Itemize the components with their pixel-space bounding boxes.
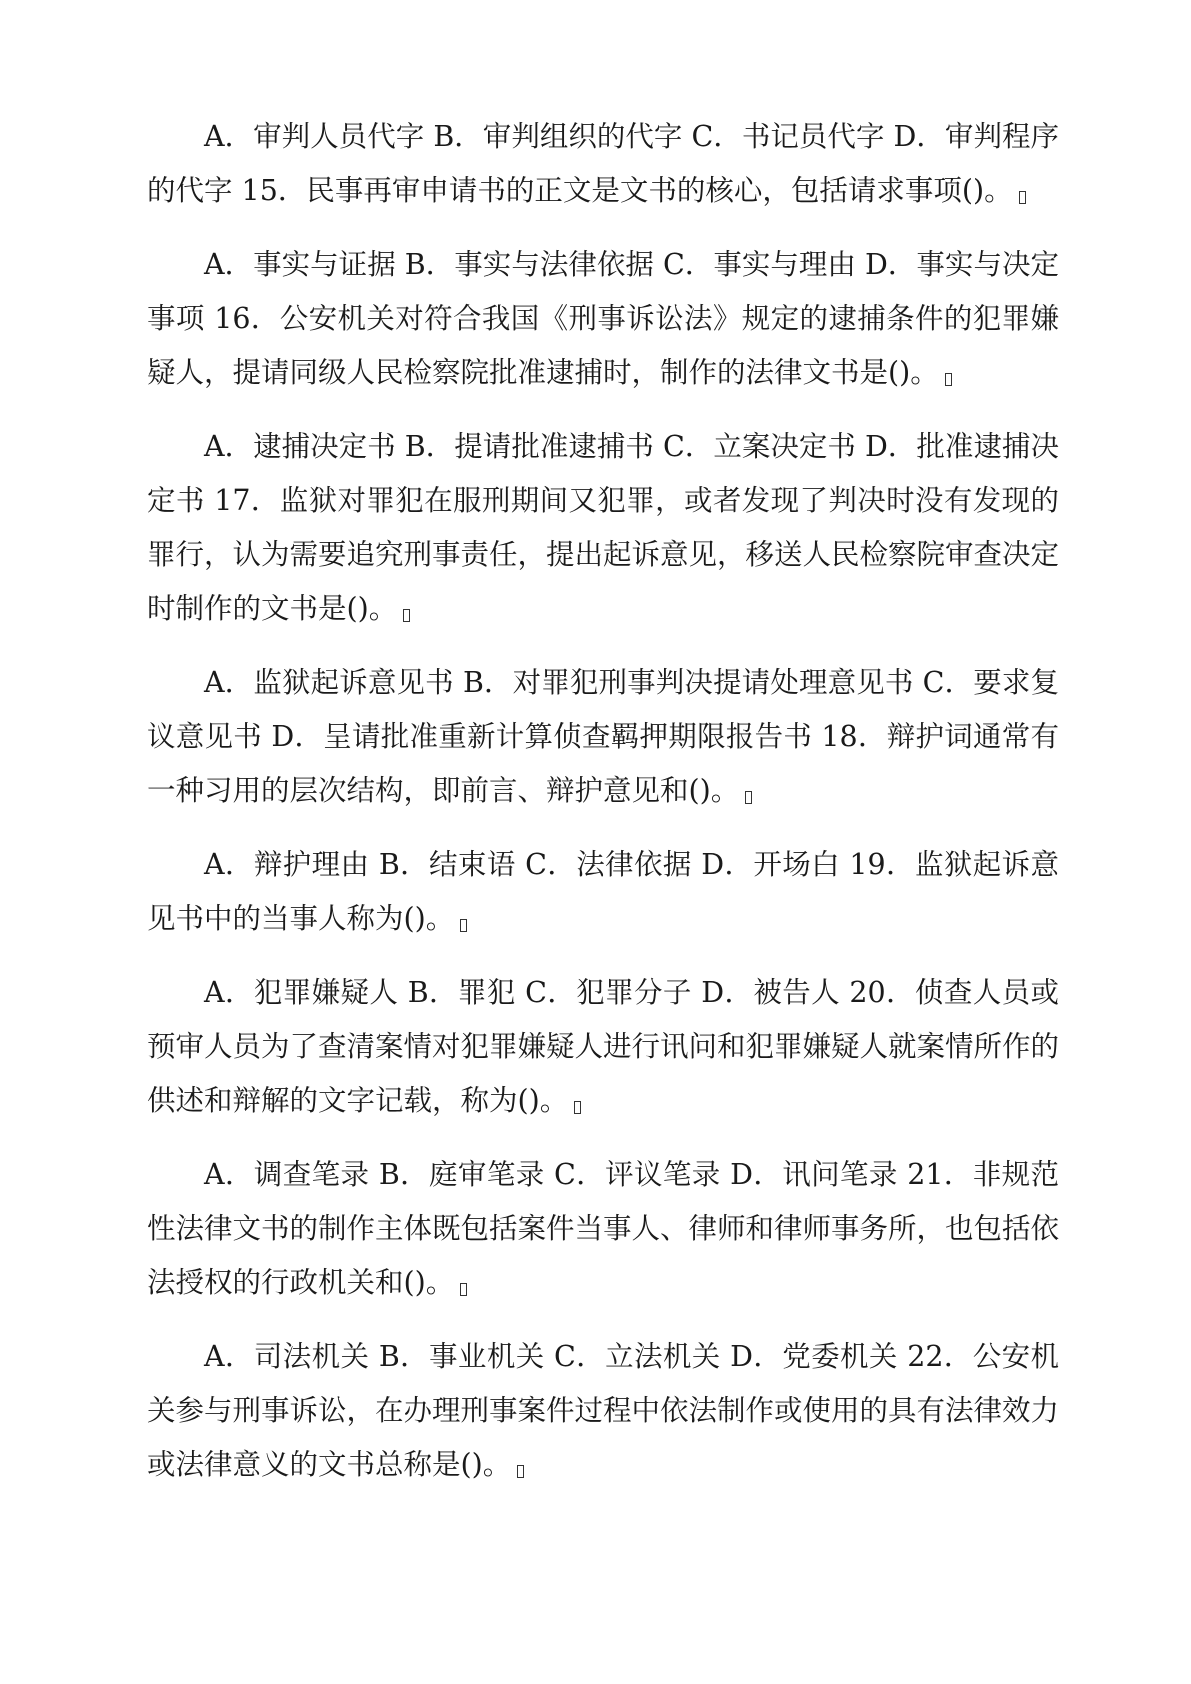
paragraph-4 [147, 656, 1059, 818]
paragraph-end-mark-icon [1019, 191, 1026, 204]
paragraph-1 [147, 110, 1059, 218]
paragraph-2 [147, 238, 1059, 400]
paragraph-7 [147, 1148, 1059, 1310]
paragraph-text: A．事实与证据 B．事实与法律依据 C．事实与理由 D．事实与决定事项 16．公安机关对符合我国《刑事诉讼法》规定的逮捕条件的犯罪嫌疑人，提请同级人民检察院批准逮捕时，制作的法律文书是()。 [147, 248, 1059, 389]
paragraph-text: A．调查笔录 B．庭审笔录 C．评议笔录 D．讯问笔录 21．非规范性法律文书的制作主体既包括案件当事人、律师和律师事务所，也包括依法授权的行政机关和()。 [147, 1158, 1060, 1299]
paragraph-text: A．犯罪嫌疑人 B．罪犯 C．犯罪分子 D．被告人 20．侦查人员或预审人员为了查清案情对犯罪嫌疑人进行讯问和犯罪嫌疑人就案情所作的供述和辩解的文字记载，称为()。 [147, 976, 1060, 1117]
paragraph-text: A．逮捕决定书 B．提请批准逮捕书 C．立案决定书 D．批准逮捕决定书 17．监狱对罪犯在服刑期间又犯罪，或者发现了判决时没有发现的罪行，认为需要追究刑事责任，提出起诉意见，移送人民检察院审查决定时制作的文书是()。 [147, 430, 1060, 625]
paragraph-text: A．审判人员代字 B．审判组织的代字 C．书记员代字 D．审判程序的代字 15．民事再审申请书的正文是文书的核心，包括请求事项()。 [147, 120, 1059, 207]
paragraph-end-mark-icon [460, 919, 467, 932]
paragraph-6 [147, 966, 1059, 1128]
paragraph-end-mark-icon [574, 1101, 581, 1114]
paragraph-text: A．辩护理由 B．结束语 C．法律依据 D．开场白 19．监狱起诉意见书中的当事人称为()。 [147, 848, 1059, 935]
paragraph-text: A．监狱起诉意见书 B．对罪犯刑事判决提请处理意见书 C．要求复议意见书 D．呈请批准重新计算侦查羁押期限报告书 18．辩护词通常有一种习用的层次结构，即前言、辩护意见和()。 [147, 666, 1059, 807]
paragraph-end-mark-icon [745, 791, 752, 804]
document-body [147, 110, 1059, 1512]
paragraph-end-mark-icon [460, 1283, 467, 1296]
paragraph-8 [147, 1330, 1059, 1492]
paragraph-end-mark-icon [517, 1465, 524, 1478]
paragraph-end-mark-icon [403, 609, 410, 622]
paragraph-3 [147, 420, 1059, 636]
paragraph-text: A．司法机关 B．事业机关 C．立法机关 D．党委机关 22．公安机关参与刑事诉讼，在办理刑事案件过程中依法制作或使用的具有法律效力或法律意义的文书总称是()。 [147, 1340, 1060, 1481]
paragraph-5 [147, 838, 1059, 946]
paragraph-end-mark-icon [945, 373, 952, 386]
